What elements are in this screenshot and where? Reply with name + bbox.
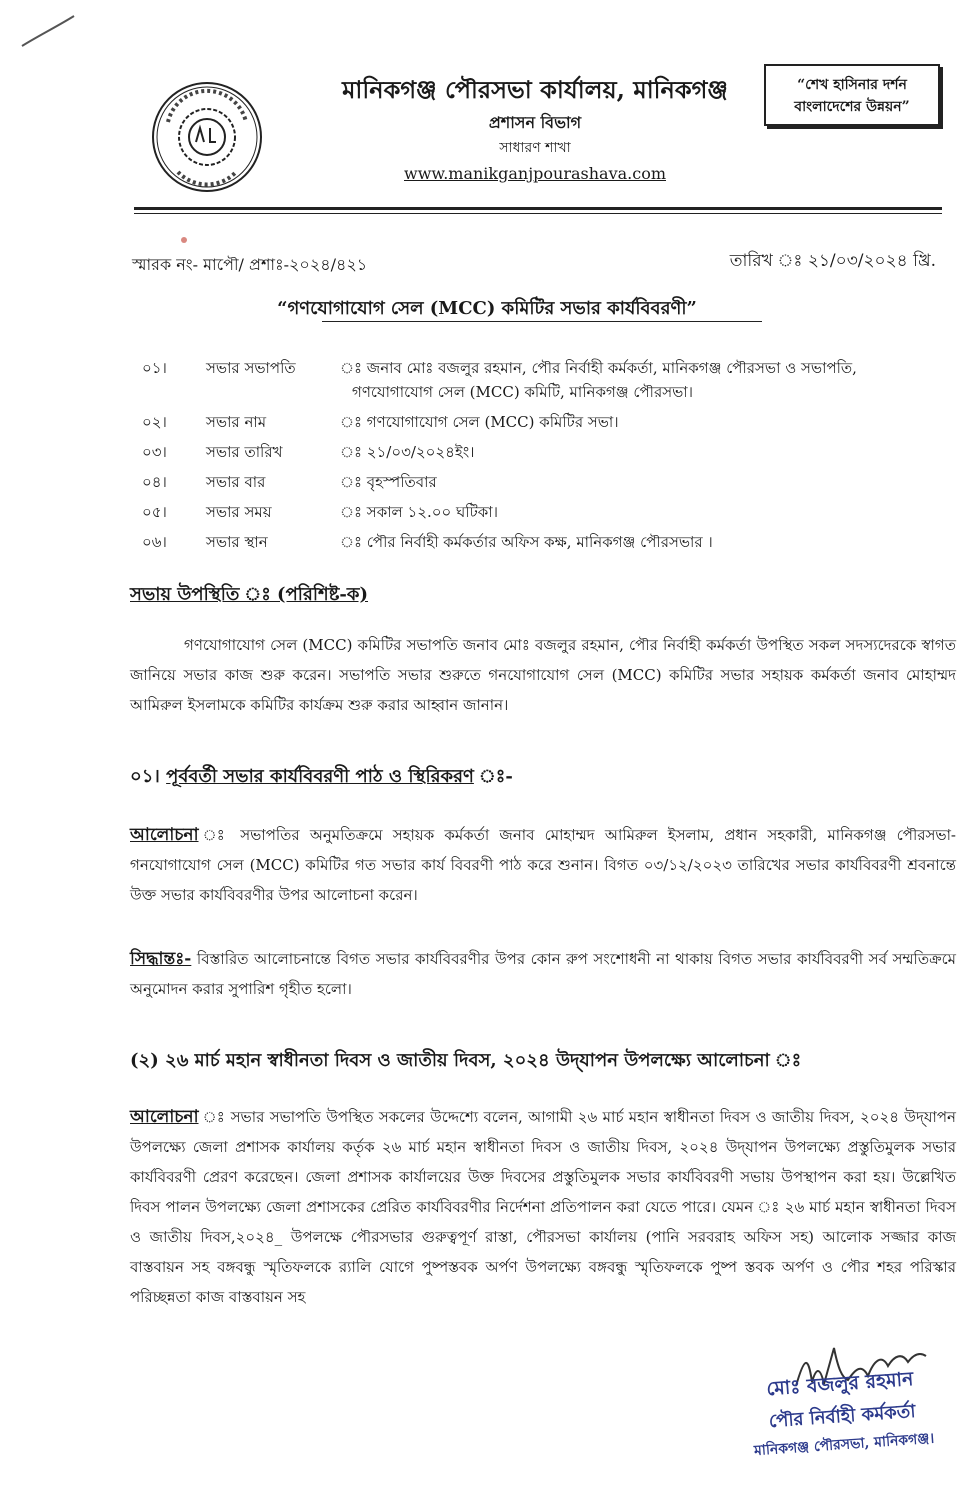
header-divider-thin <box>134 213 942 214</box>
row-value: ঃ বৃহস্পতিবার <box>340 473 437 491</box>
row-value <box>340 356 962 410</box>
meeting-info-row <box>142 356 962 410</box>
slogan-box <box>764 64 940 126</box>
meeting-info-row <box>142 470 962 500</box>
office-title: মানিকগঞ্জ পৌরসভা কার্যালয়, মানিকগঞ্জ <box>342 75 728 104</box>
row-number: ০৩। <box>142 443 167 461</box>
slogan-line-2: বাংলাদেশের উন্নয়ন” <box>794 99 910 115</box>
row-number: ০৫। <box>142 503 167 521</box>
pen-mark <box>18 12 78 52</box>
attendance-paragraph: গণযোগাযোগ সেল (MCC) কমিটির সভাপতি জনাব মোঃ বজলুর রহমান, পৌর নির্বাহী কর্মকর্তা উপস্থিত সকল সদস্যদেরকে স্বাগত জানিয়ে সভার কাজ শুরু করেন। সভাপতি সভার শুরুতে গনযোগাযোগ সেল (MCC) কমিটির সভার সহায়ক কর্মকর্তা জনাব মোহাম্মদ আমিরুল ইসলামকে কমিটির কার্যক্রম শুরু করার আহ্বান জানান। <box>130 636 956 714</box>
row-value-line: ঃ জনাব মোঃ বজলুর রহমান, পৌর নির্বাহী কর্মকর্তা, মানিকগঞ্জ পৌরসভা ও সভাপতি, <box>340 359 857 377</box>
header-divider <box>134 207 942 210</box>
meeting-info-row <box>142 530 962 560</box>
municipality-seal-logo <box>150 80 264 194</box>
section-1-discussion <box>130 820 956 910</box>
row-label: সভার স্থান <box>206 533 268 551</box>
row-number: ০৬। <box>142 533 167 551</box>
section-1-decision <box>130 944 956 1004</box>
section-1-suffix: ঃ- <box>505 766 513 787</box>
row-number: ০৪। <box>142 473 167 491</box>
decision-label: সিদ্ধান্তঃ- <box>130 949 192 969</box>
row-number: ০১। <box>142 359 167 377</box>
section-2-discussion <box>130 1102 956 1312</box>
meeting-info-row <box>142 500 962 530</box>
discussion-label: আলোচনা <box>130 1107 199 1127</box>
row-value: ঃ গণযোগাযোগ সেল (MCC) কমিটির সভা। <box>340 413 619 431</box>
meeting-info-row <box>142 440 962 470</box>
discussion-text: ঃ সভাপতির অনুমতিক্রমে সহায়ক কর্মকর্তা জনাব মোহাম্মদ আমিরুল ইসলাম, প্রধান সহকারী, মানিকগঞ্জ পৌরসভা- গনযোগাযোগ সেল (MCC) কমিটির গত সভার কার্য বিবরণী পাঠ করে শুনান। বিগত ০৩/১২/২০২৩ তারিখের সভার কার্যবিবরণী শ্রবনান্তে উক্ত সভার কার্যবিবরণীর উপর আলোচনা করেন। <box>130 826 956 904</box>
document-subject: “গণযোগাযোগ সেল (MCC) কমিটির সভার কার্যবিবরণী” <box>277 298 697 319</box>
department-name: প্রশাসন বিভাগ <box>488 113 582 132</box>
signatory-designation: পৌর নির্বাহী কর্মকর্তা <box>768 1400 917 1433</box>
row-value: ঃ ২১/০৩/২০২৪ইং। <box>340 443 475 461</box>
row-number: ০২। <box>142 413 167 431</box>
meeting-info-table <box>142 356 962 560</box>
discussion-label: আলোচনা <box>130 825 199 845</box>
decision-text: বিস্তারিত আলোচনান্তে বিগত সভার কার্যবিবরণীর উপর কোন রুপ সংশোধনী না থাকায় বিগত সভার কার্যবিবরণী সর্ব সম্মতিক্রমে অনুমোদন করার সুপারিশ গৃহীত হলো। <box>130 950 956 998</box>
signatory-name: মোঃ বজলুর রহমান <box>765 1367 915 1401</box>
attendance-heading: সভায় উপস্থিতি ঃ (পরিশিষ্ট-ক) <box>130 584 369 605</box>
branch-name: সাধারণ শাখা <box>499 140 571 156</box>
row-value-line-2: গণযোগাযোগ সেল (MCC) কমিটি, মানিকগঞ্জ পৌরসভা। <box>352 383 693 401</box>
row-label: সভার সময় <box>206 503 272 521</box>
official-stamp <box>721 1362 962 1465</box>
website-link[interactable]: www.manikganjpourashava.com <box>404 164 666 183</box>
slogan-line-1: “শেখ হাসিনার দর্শন <box>797 77 907 93</box>
discussion-text: ঃ সভার সভাপতি উপস্থিত সকলের উদ্দেশ্যে বলেন, আগামী ২৬ মার্চ মহান স্বাধীনতা দিবস ও জাতীয় দিবস, ২০২৪ উদ্‌যাপন উপলক্ষ্যে জেলা প্রশাসক কার্যালয় কর্তৃক ২৬ মার্চ মহান স্বাধীনতা দিবস ও জাতীয় দিবস, ২০২৪ উদ্‌যাপন উপলক্ষ্যে প্রস্তুতিমুলক সভার কার্যবিবরণী প্রেরণ করেছেন। জেলা প্রশাসক কার্যালয়ের উক্ত দিবসের প্রস্তুতিমুলক সভার কার্যবিবরণী সভায় উপস্থাপন করা হয়। উল্লেখিত দিবস পালন উপলক্ষ্যে জেলা প্রশাসকের প্রেরিত কার্যবিবরণীর নির্দেশনা প্রতিপালন করা যেতে পারে। যেমন ঃ ২৬ মার্চ মহান স্বাধীনতা দিবস ও জাতীয় দিবস,২০২৪_ উপলক্ষে পৌরসভার গুরুত্বপূর্ণ রাস্তা, পৌরসভা কার্যালয় (পানি সরবরাহ অফিস সহ) আলোক সজ্জার কাজ বাস্তবায়ন সহ বঙ্গবন্ধু স্মৃতিফলকে র‍্যালি যোগে পুষ্পস্তবক অর্পণ উপলক্ষ্যে বঙ্গবন্ধু স্মৃতিফলকে পুষ্প স্তবক অর্পণ ও পৌর শহর পরিস্কার পরিচ্ছন্নতা কাজ বাস্তবায়ন সহ <box>130 1108 956 1306</box>
subject-underline <box>322 321 762 322</box>
row-label: সভার নাম <box>206 413 267 431</box>
memo-number: স্মারক নং- মাপৌ/ প্রশাঃ-২০২৪/৪২১ <box>132 255 368 274</box>
section-1-title: পূর্ববর্তী সভার কার্যবিবরণী পাঠ ও স্থিরিকরণ <box>166 766 474 787</box>
memo-date: তারিখ ঃ ২১/০৩/২০২৪ খ্রি. <box>729 251 936 271</box>
row-value: ঃ পৌর নির্বাহী কর্মকর্তার অফিস কক্ষ, মানিকগঞ্জ পৌরসভার । <box>340 533 713 551</box>
section-1-heading <box>130 762 513 793</box>
signatory-office: মানিকগঞ্জ পৌরসভা, মানিকগঞ্জ। <box>753 1430 935 1460</box>
row-label: সভার বার <box>206 473 266 491</box>
section-1-number: ০১। <box>130 766 160 787</box>
meeting-info-row <box>142 410 962 440</box>
row-label: সভার সভাপতি <box>206 359 296 377</box>
section-2-heading: (২) ২৬ মার্চ মহান স্বাধীনতা দিবস ও জাতীয় দিবস, ২০২৪ উদ্‌যাপন উপলক্ষ্যে আলোচনা ঃ <box>130 1050 802 1071</box>
row-label: সভার তারিখ <box>206 443 283 461</box>
ink-dot <box>181 237 187 243</box>
row-value: ঃ সকাল ১২.০০ ঘটিকা। <box>340 503 498 521</box>
